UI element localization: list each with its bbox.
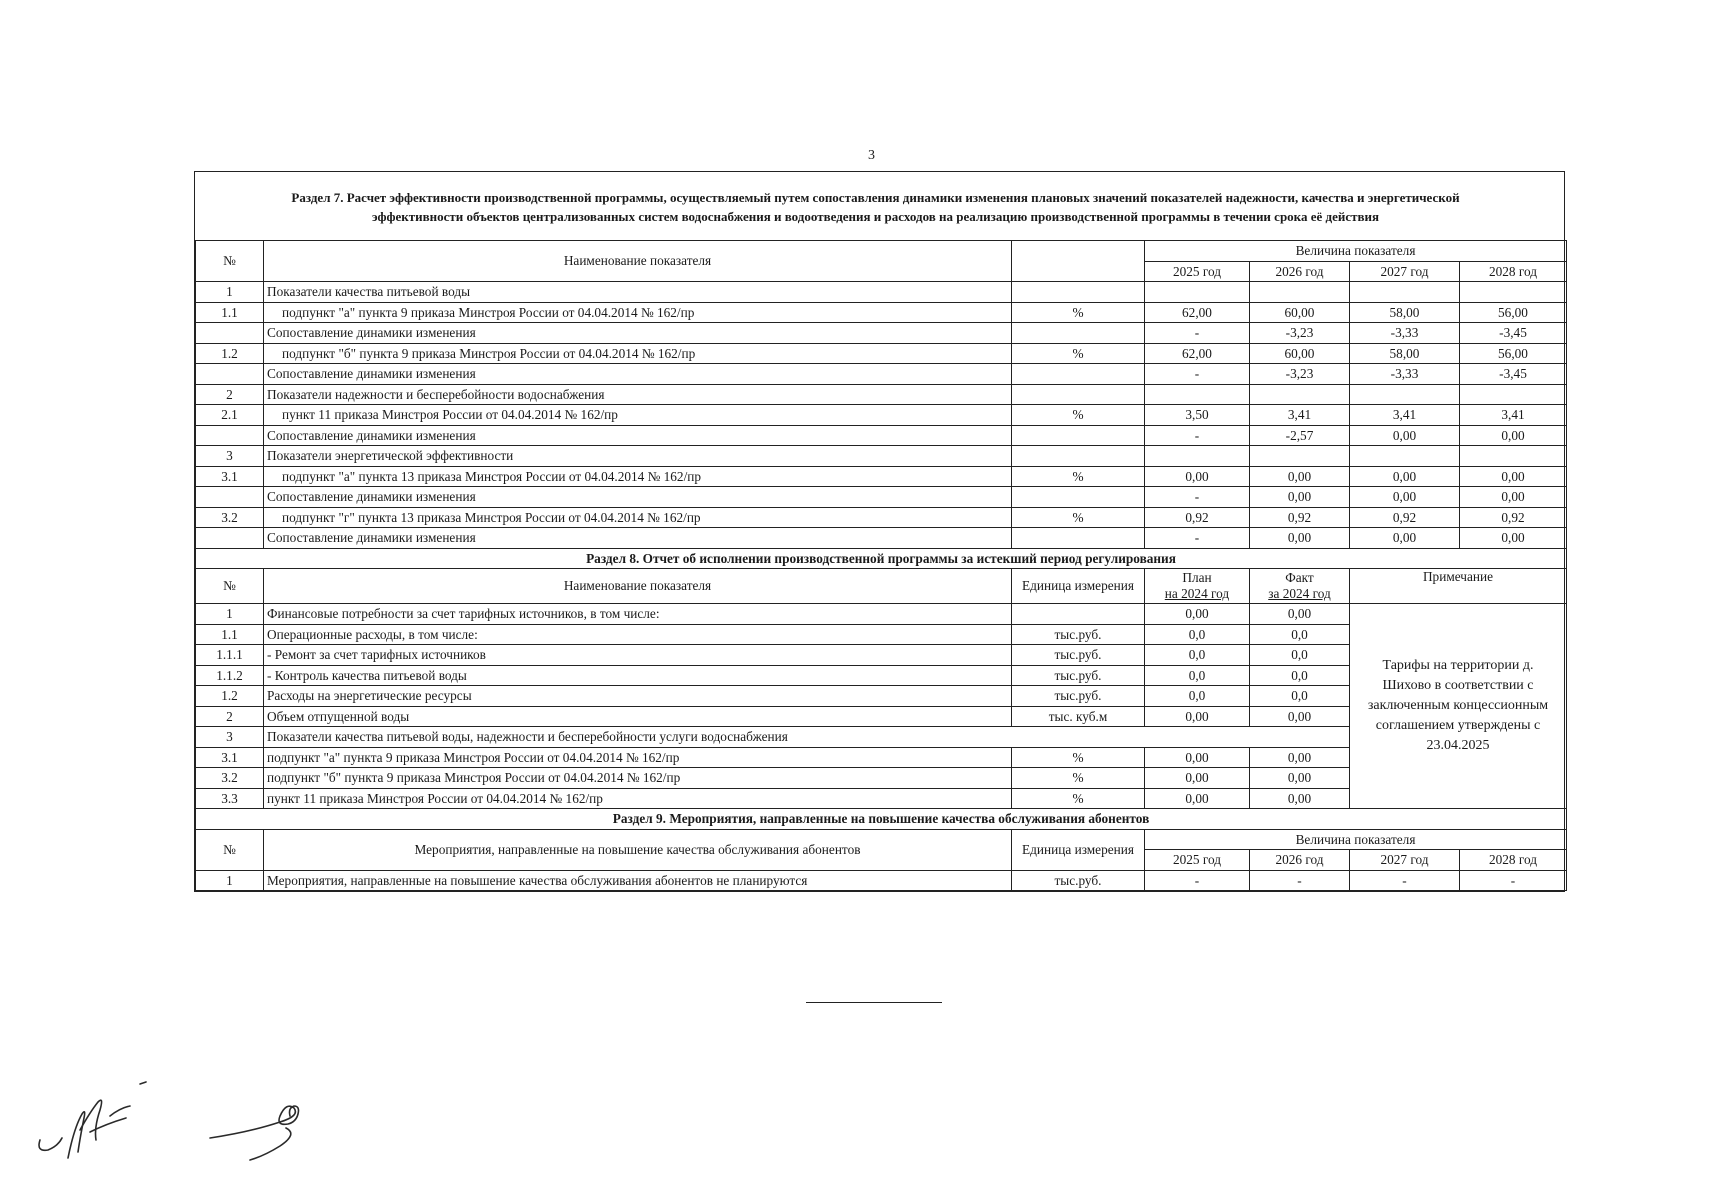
row-value: - (1250, 870, 1350, 891)
fact-header (1250, 569, 1350, 604)
row-name: Сопоставление динамики изменения (264, 528, 1012, 549)
row-name: Сопоставление динамики изменения (264, 323, 1012, 344)
row-unit: % (1012, 507, 1145, 528)
row-number: 2 (196, 706, 264, 727)
year-header: 2025 год (1145, 261, 1250, 282)
row-number: 1.1.1 (196, 645, 264, 666)
year-header: 2028 год (1460, 261, 1567, 282)
plan-header-line2: на 2024 год (1164, 586, 1230, 601)
row-fact: 0,00 (1250, 768, 1350, 789)
row-plan: 0,00 (1145, 768, 1250, 789)
row-fact: 0,0 (1250, 665, 1350, 686)
row-value (1250, 384, 1350, 405)
row-unit: тыс.руб. (1012, 624, 1145, 645)
row-value: 0,92 (1350, 507, 1460, 528)
row-fact: 0,0 (1250, 686, 1350, 707)
section8-title: Раздел 8. Отчет об исполнении производственной программы за истекший период регулирования (196, 548, 1567, 569)
year-header: 2027 год (1350, 850, 1460, 871)
row-number: 1.1.2 (196, 665, 264, 686)
row-plan: 0,00 (1145, 747, 1250, 768)
col-num-header: № (196, 241, 264, 282)
row-unit (1012, 282, 1145, 303)
year-header: 2025 год (1145, 850, 1250, 871)
table-row (196, 425, 1567, 446)
row-value (1350, 282, 1460, 303)
row-number: 3.1 (196, 747, 264, 768)
page-number: 3 (868, 148, 875, 163)
row-name: Объем отпущенной воды (264, 706, 1012, 727)
row-value (1460, 282, 1567, 303)
end-divider (806, 1002, 942, 1003)
row-fact: 0,0 (1250, 645, 1350, 666)
row-value: 0,00 (1145, 466, 1250, 487)
row-value: 62,00 (1145, 343, 1250, 364)
row-number: 3.1 (196, 466, 264, 487)
row-name: - Контроль качества питьевой воды (264, 665, 1012, 686)
section7-title-line1: Раздел 7. Расчет эффективности производственной программы, осуществляемый путем сопоставления динамики изменения плановых значений показателей надежности, качества и энергетической (291, 190, 1460, 205)
section8-title-row (196, 548, 1567, 569)
section7-body (196, 241, 1567, 549)
row-name: Показатели качества питьевой воды (264, 282, 1012, 303)
table-row (196, 405, 1567, 426)
row-unit (1012, 384, 1145, 405)
col-name-header: Мероприятия, направленные на повышение качества обслуживания абонентов (264, 829, 1012, 870)
row-name: подпункт "а" пункта 9 приказа Минстроя России от 04.04.2014 № 162/пр (264, 302, 1012, 323)
row-name: подпункт "а" пункта 9 приказа Минстроя России от 04.04.2014 № 162/пр (264, 747, 1012, 768)
plan-header (1145, 569, 1250, 604)
row-value: - (1460, 870, 1567, 891)
row-value: - (1145, 323, 1250, 344)
row-value (1250, 446, 1350, 467)
table-row (196, 466, 1567, 487)
row-fact: 0,00 (1250, 604, 1350, 625)
plan-header-line1: План (1182, 570, 1212, 585)
note-text: Тарифы на территории д. Шихово в соответствии с заключенным концессионным соглашением утверждены с 23.04.2025 (1350, 604, 1567, 809)
col-unit-header (1012, 241, 1145, 282)
row-name: Сопоставление динамики изменения (264, 425, 1012, 446)
row-number: 1 (196, 282, 264, 303)
row-unit (1012, 425, 1145, 446)
row-value: -3,23 (1250, 364, 1350, 385)
row-value: 3,41 (1460, 405, 1567, 426)
row-plan: 0,00 (1145, 604, 1250, 625)
row-value: -3,33 (1350, 323, 1460, 344)
note-header: Примечание (1350, 569, 1567, 604)
row-plan: 0,00 (1145, 706, 1250, 727)
row-name: подпункт "б" пункта 9 приказа Минстроя России от 04.04.2014 № 162/пр (264, 768, 1012, 789)
table-row (196, 384, 1567, 405)
row-unit: тыс. куб.м (1012, 706, 1145, 727)
col-unit-header: Единица измерения (1012, 829, 1145, 870)
section8-body (196, 548, 1567, 809)
section9-header-row (196, 829, 1567, 850)
row-unit (1012, 528, 1145, 549)
row-value: 56,00 (1460, 343, 1567, 364)
row-unit (1012, 446, 1145, 467)
row-value: 0,92 (1250, 507, 1350, 528)
row-number: 2 (196, 384, 264, 405)
row-plan: 0,0 (1145, 624, 1250, 645)
row-value (1145, 282, 1250, 303)
row-value: 3,41 (1350, 405, 1460, 426)
fact-header-line1: Факт (1285, 570, 1314, 585)
fact-header-line2: за 2024 год (1268, 586, 1331, 601)
row-value: 0,00 (1250, 487, 1350, 508)
row-fact: 0,00 (1250, 788, 1350, 809)
row-value: 0,00 (1250, 528, 1350, 549)
row-value: 62,00 (1145, 302, 1250, 323)
row-unit: % (1012, 302, 1145, 323)
row-plan: 0,0 (1145, 686, 1250, 707)
row-number (196, 425, 264, 446)
row-unit: тыс.руб. (1012, 645, 1145, 666)
row-number (196, 487, 264, 508)
section8-header-row (196, 569, 1567, 604)
year-header: 2026 год (1250, 850, 1350, 871)
table-row (196, 487, 1567, 508)
row-unit: % (1012, 768, 1145, 789)
row-number (196, 364, 264, 385)
section7-title-line2: эффективности объектов централизованных систем водоснабжения и водоотведения и расходов на реализацию производственной программы в течении срока её действия (371, 209, 1380, 224)
row-value: -3,33 (1350, 364, 1460, 385)
row-number (196, 528, 264, 549)
row-fact: 0,00 (1250, 706, 1350, 727)
row-value: 0,00 (1460, 487, 1567, 508)
section7-header-row (196, 241, 1567, 262)
row-number: 3 (196, 727, 264, 748)
row-value: - (1145, 487, 1250, 508)
col-num-header: № (196, 569, 264, 604)
year-header: 2028 год (1460, 850, 1567, 871)
row-number: 1 (196, 870, 264, 891)
table-row (196, 604, 1567, 625)
table-row (196, 528, 1567, 549)
signature-marks (30, 1080, 330, 1180)
table-row (196, 364, 1567, 385)
row-value: - (1350, 870, 1460, 891)
row-value: 0,00 (1350, 487, 1460, 508)
table-row (196, 282, 1567, 303)
row-value: 0,00 (1350, 466, 1460, 487)
row-value (1145, 446, 1250, 467)
row-value: 58,00 (1350, 343, 1460, 364)
row-value: - (1145, 870, 1250, 891)
row-value: 0,00 (1460, 425, 1567, 446)
row-unit (1012, 487, 1145, 508)
row-value: -2,57 (1250, 425, 1350, 446)
row-unit: тыс.руб. (1012, 686, 1145, 707)
row-value: - (1145, 425, 1250, 446)
row-value: 60,00 (1250, 343, 1350, 364)
row-name: Показатели качества питьевой воды, надежности и бесперебойности услуги водоснабжения (264, 727, 1350, 748)
row-value: -3,45 (1460, 323, 1567, 344)
value-group-header: Величина показателя (1145, 241, 1567, 262)
row-name: подпункт "а" пункта 13 приказа Минстроя России от 04.04.2014 № 162/пр (264, 466, 1012, 487)
row-name: подпункт "г" пункта 13 приказа Минстроя России от 04.04.2014 № 162/пр (264, 507, 1012, 528)
row-value (1145, 384, 1250, 405)
row-plan: 0,00 (1145, 788, 1250, 809)
section9-title-row (196, 809, 1567, 830)
row-value: - (1145, 528, 1250, 549)
row-value: 0,00 (1350, 425, 1460, 446)
row-value (1460, 384, 1567, 405)
row-name: Мероприятия, направленные на повышение качества обслуживания абонентов не планируются (264, 870, 1012, 891)
row-number: 1.2 (196, 343, 264, 364)
row-value: -3,23 (1250, 323, 1350, 344)
row-value: 0,00 (1250, 466, 1350, 487)
row-number (196, 323, 264, 344)
table-row (196, 446, 1567, 467)
col-name-header: Наименование показателя (264, 241, 1012, 282)
table-row (196, 870, 1567, 891)
value-group-header: Величина показателя (1145, 829, 1567, 850)
row-plan: 0,0 (1145, 645, 1250, 666)
row-name: подпункт "б" пункта 9 приказа Минстроя России от 04.04.2014 № 162/пр (264, 343, 1012, 364)
table-row (196, 302, 1567, 323)
document-frame (194, 171, 1565, 892)
row-number: 1.1 (196, 302, 264, 323)
row-value: - (1145, 364, 1250, 385)
row-unit (1012, 364, 1145, 385)
table-row (196, 343, 1567, 364)
col-name-header: Наименование показателя (264, 569, 1012, 604)
row-value: 0,00 (1460, 466, 1567, 487)
row-value: 60,00 (1250, 302, 1350, 323)
row-name: Расходы на энергетические ресурсы (264, 686, 1012, 707)
row-name: пункт 11 приказа Минстроя России от 04.04.2014 № 162/пр (264, 788, 1012, 809)
section7-title (195, 172, 1564, 240)
row-unit: тыс.руб. (1012, 665, 1145, 686)
row-value (1250, 282, 1350, 303)
table-row (196, 507, 1567, 528)
row-unit: тыс.руб. (1012, 870, 1145, 891)
row-value: 0,92 (1460, 507, 1567, 528)
row-name: Сопоставление динамики изменения (264, 364, 1012, 385)
year-header: 2026 год (1250, 261, 1350, 282)
row-name: пункт 11 приказа Минстроя России от 04.04.2014 № 162/пр (264, 405, 1012, 426)
row-name: Операционные расходы, в том числе: (264, 624, 1012, 645)
row-number: 1.1 (196, 624, 264, 645)
row-value: 3,41 (1250, 405, 1350, 426)
row-value (1460, 446, 1567, 467)
row-value: 0,92 (1145, 507, 1250, 528)
row-number: 1.2 (196, 686, 264, 707)
row-name: Сопоставление динамики изменения (264, 487, 1012, 508)
row-value: 58,00 (1350, 302, 1460, 323)
table-row (196, 323, 1567, 344)
row-name: Показатели надежности и бесперебойности водоснабжения (264, 384, 1012, 405)
row-name: - Ремонт за счет тарифных источников (264, 645, 1012, 666)
row-name: Финансовые потребности за счет тарифных источников, в том числе: (264, 604, 1012, 625)
row-value: 0,00 (1460, 528, 1567, 549)
row-unit: % (1012, 343, 1145, 364)
col-unit-header: Единица измерения (1012, 569, 1145, 604)
section9-body (196, 809, 1567, 891)
row-value: -3,45 (1460, 364, 1567, 385)
row-unit: % (1012, 788, 1145, 809)
col-num-header: № (196, 829, 264, 870)
row-unit (1012, 604, 1145, 625)
row-unit: % (1012, 466, 1145, 487)
row-number: 2.1 (196, 405, 264, 426)
row-name: Показатели энергетической эффективности (264, 446, 1012, 467)
report-table (195, 240, 1567, 891)
row-fact: 0,00 (1250, 747, 1350, 768)
row-number: 1 (196, 604, 264, 625)
row-value: 3,50 (1145, 405, 1250, 426)
row-value: 0,00 (1350, 528, 1460, 549)
row-value (1350, 446, 1460, 467)
year-header: 2027 год (1350, 261, 1460, 282)
row-value (1350, 384, 1460, 405)
row-number: 3.2 (196, 768, 264, 789)
row-number: 3.2 (196, 507, 264, 528)
section9-title: Раздел 9. Мероприятия, направленные на повышение качества обслуживания абонентов (196, 809, 1567, 830)
row-number: 3 (196, 446, 264, 467)
row-plan: 0,0 (1145, 665, 1250, 686)
row-unit: % (1012, 747, 1145, 768)
row-value: 56,00 (1460, 302, 1567, 323)
row-unit: % (1012, 405, 1145, 426)
row-fact: 0,0 (1250, 624, 1350, 645)
row-unit (1012, 323, 1145, 344)
row-number: 3.3 (196, 788, 264, 809)
